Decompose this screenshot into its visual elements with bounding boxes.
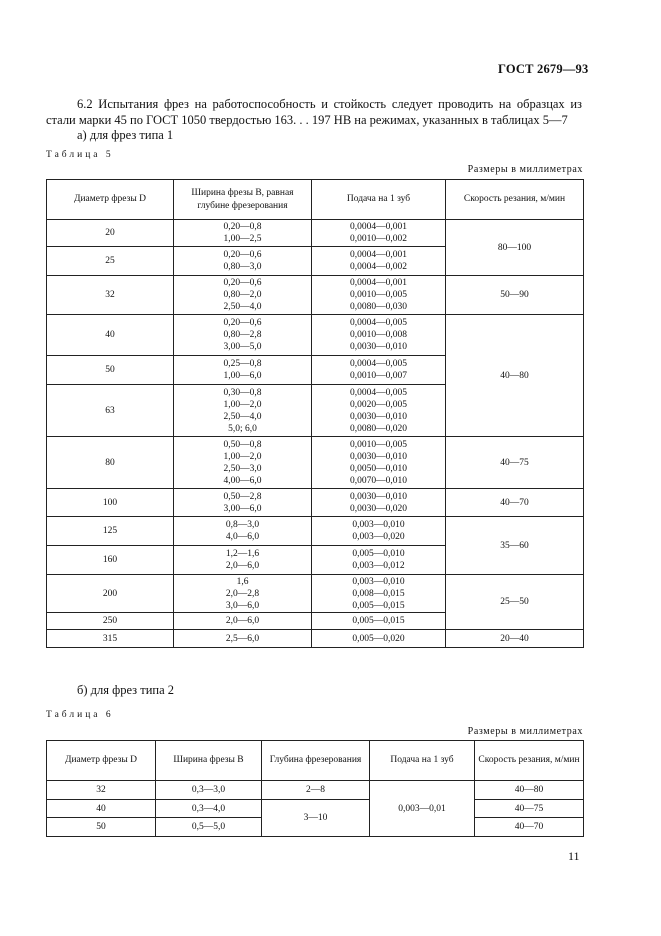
feed-value: 0,0010—0,002 [350,234,407,244]
width-cell [174,276,312,315]
depth-cell: 3—10 [262,800,370,837]
table-header-row [47,180,584,220]
feed-value: 0,008—0,015 [352,588,405,599]
feed-value: 0,0004—0,002 [350,262,407,272]
width-value: 1,00—2,0 [223,451,262,462]
speed-cell: 40—80 [475,781,584,800]
header-speed: Скорость резания, м/мин [475,741,584,781]
width-cell: 0,3—3,0 [156,781,262,800]
diameter-cell: 80 [47,437,174,489]
width-cell [174,575,312,613]
header-diameter: Диаметр фрезы D [47,180,174,220]
width-value: 0,50—0,8 [223,439,262,450]
feed-value: 0,003—0,010 [352,576,405,587]
speed-cell: 40—75 [446,437,584,489]
feed-cell: 0,003—0,01 [370,781,475,837]
paragraph-6-2: 6.2 Испытания фрез на работоспособность и стойкость следует проводить на образцах из стали марки 45 по ГОСТ 1050 твердостью 163. . . 197 НВ на режимах, указанных в таблицах 5—7 [46,97,582,127]
table-5 [46,179,584,648]
list-item-b: б) для фрез типа 2 [77,683,174,697]
diameter-cell: 50 [47,356,174,385]
width-value: 0,20—0,6 [223,278,262,288]
diameter-cell: 40 [47,315,174,356]
header-width: Ширина фрезы B [156,741,262,781]
diameter-cell: 32 [47,781,156,800]
feed-value: 0,0030—0,010 [350,451,407,462]
feed-value: 0,0050—0,010 [350,463,407,474]
width-value: 1,2—1,6 [225,549,260,559]
width-value: 2,0—2,8 [225,588,260,599]
document-code: ГОСТ 2679—93 [498,62,589,76]
width-value: 0,8—3,0 [225,520,260,530]
width-value: 0,20—0,6 [223,318,262,328]
feed-cell [312,546,446,575]
width-value: 0,25—0,8 [223,359,262,369]
width-value: 0,80—3,0 [223,262,262,272]
feed-value: 0,0080—0,020 [350,423,407,434]
feed-value: 0,0004—0,001 [350,222,407,232]
header-width: Ширина фрезы B, равная глубине фрезерования [174,180,312,220]
feed-value: 0,005—0,010 [352,549,405,559]
feed-value: 0,0004—0,001 [350,250,407,260]
feed-value: 0,005—0,020 [352,633,405,644]
width-cell [174,315,312,356]
header-diameter: Диаметр фрезы D [47,741,156,781]
feed-cell [312,517,446,546]
feed-value: 0,003—0,010 [352,520,405,530]
diameter-cell: 160 [47,546,174,575]
width-value: 0,80—2,0 [223,290,262,300]
table-6-caption: Таблица 6 [46,710,114,720]
depth-cell: 2—8 [262,781,370,800]
width-value: 1,00—2,0 [223,399,262,410]
feed-cell [312,220,446,247]
feed-value: 0,0080—0,030 [350,302,407,312]
feed-value: 0,0004—0,005 [350,318,407,328]
diameter-cell: 125 [47,517,174,546]
table-6-units: Размеры в миллиметрах [467,726,583,737]
width-value: 3,00—6,0 [223,503,262,514]
feed-cell [312,385,446,437]
table-header-row [47,741,584,781]
table-6 [46,740,584,837]
feed-cell [312,315,446,356]
table-row [47,489,584,517]
feed-cell [312,575,446,613]
width-cell [174,517,312,546]
feed-cell [312,276,446,315]
speed-cell: 40—70 [475,818,584,837]
width-value: 2,0—6,0 [225,616,260,626]
diameter-cell: 63 [47,385,174,437]
table-row [47,220,584,247]
list-item-a: а) для фрез типа 1 [77,128,174,142]
speed-cell: 40—80 [446,315,584,437]
diameter-cell: 20 [47,220,174,247]
diameter-cell: 200 [47,575,174,613]
width-value: 0,20—0,8 [223,222,262,232]
table-row [47,437,584,489]
width-value: 2,50—4,0 [223,411,262,422]
speed-cell: 40—75 [475,800,584,818]
width-cell [174,613,312,630]
table-row [47,276,584,315]
feed-cell [312,489,446,517]
table-row [47,800,584,818]
feed-value: 0,0010—0,008 [350,330,407,340]
feed-value: 0,005—0,015 [352,600,405,611]
feed-value: 0,0070—0,010 [350,475,407,486]
speed-cell: 40—70 [446,489,584,517]
table-5-caption: Таблица 5 [46,150,114,160]
header-speed: Скорость резания, м/мин [446,180,584,220]
table-row [47,315,584,356]
width-cell [174,220,312,247]
width-value: 4,0—6,0 [225,532,260,542]
width-cell [174,437,312,489]
table-row [47,517,584,546]
feed-value: 0,0030—0,020 [350,503,407,514]
width-cell [174,546,312,575]
diameter-cell: 100 [47,489,174,517]
feed-value: 0,0004—0,001 [350,278,407,288]
feed-value: 0,005—0,015 [352,616,405,626]
feed-cell [312,613,446,630]
diameter-cell: 250 [47,613,174,630]
width-value: 0,30—0,8 [223,387,262,398]
diameter-cell: 40 [47,800,156,818]
feed-cell [312,437,446,489]
width-value: 2,0—6,0 [225,561,260,571]
width-value: 4,00—6,0 [223,475,262,486]
feed-value: 0,0020—0,005 [350,399,407,410]
width-value: 2,50—4,0 [223,302,262,312]
header-depth: Глубина фрезерования [262,741,370,781]
feed-value: 0,0010—0,005 [350,290,407,300]
table-5-body [47,220,584,648]
width-cell [174,356,312,385]
width-value: 1,6 [236,576,249,587]
width-value: 5,0; 6,0 [228,423,257,434]
speed-cell: 20—40 [446,630,584,648]
width-cell: 0,3—4,0 [156,800,262,818]
table-row [47,781,584,800]
feed-value: 0,003—0,020 [352,532,405,542]
width-value: 0,80—2,8 [223,330,262,340]
feed-value: 0,0030—0,010 [350,342,407,352]
feed-value: 0,0030—0,010 [350,491,407,502]
feed-cell [312,247,446,276]
width-cell [174,489,312,517]
feed-value: 0,0010—0,007 [350,371,407,381]
feed-value: 0,0004—0,005 [350,387,407,398]
table-5-units: Размеры в миллиметрах [467,164,583,175]
header-feed: Подача на 1 зуб [312,180,446,220]
page-number: 11 [568,849,580,863]
width-cell [174,247,312,276]
header-feed: Подача на 1 зуб [370,741,475,781]
speed-cell: 35—60 [446,517,584,575]
width-value: 1,00—6,0 [223,371,262,381]
feed-value: 0,003—0,012 [352,561,405,571]
diameter-cell: 25 [47,247,174,276]
width-value: 0,20—0,6 [223,250,262,260]
width-value: 1,00—2,5 [223,234,262,244]
diameter-cell: 32 [47,276,174,315]
width-value: 2,5—6,0 [225,633,260,644]
width-cell [174,630,312,648]
feed-cell [312,630,446,648]
speed-cell: 25—50 [446,575,584,630]
feed-cell [312,356,446,385]
width-value: 3,00—5,0 [223,342,262,352]
width-cell: 0,5—5,0 [156,818,262,837]
speed-cell: 80—100 [446,220,584,276]
width-cell [174,385,312,437]
diameter-cell: 315 [47,630,174,648]
speed-cell: 50—90 [446,276,584,315]
feed-value: 0,0030—0,010 [350,411,407,422]
width-value: 3,0—6,0 [225,600,260,611]
width-value: 2,50—3,0 [223,463,262,474]
feed-value: 0,0004—0,005 [350,359,407,369]
table-row [47,630,584,648]
feed-value: 0,0010—0,005 [350,439,407,450]
width-value: 0,50—2,8 [223,491,262,502]
diameter-cell: 50 [47,818,156,837]
table-row [47,575,584,613]
